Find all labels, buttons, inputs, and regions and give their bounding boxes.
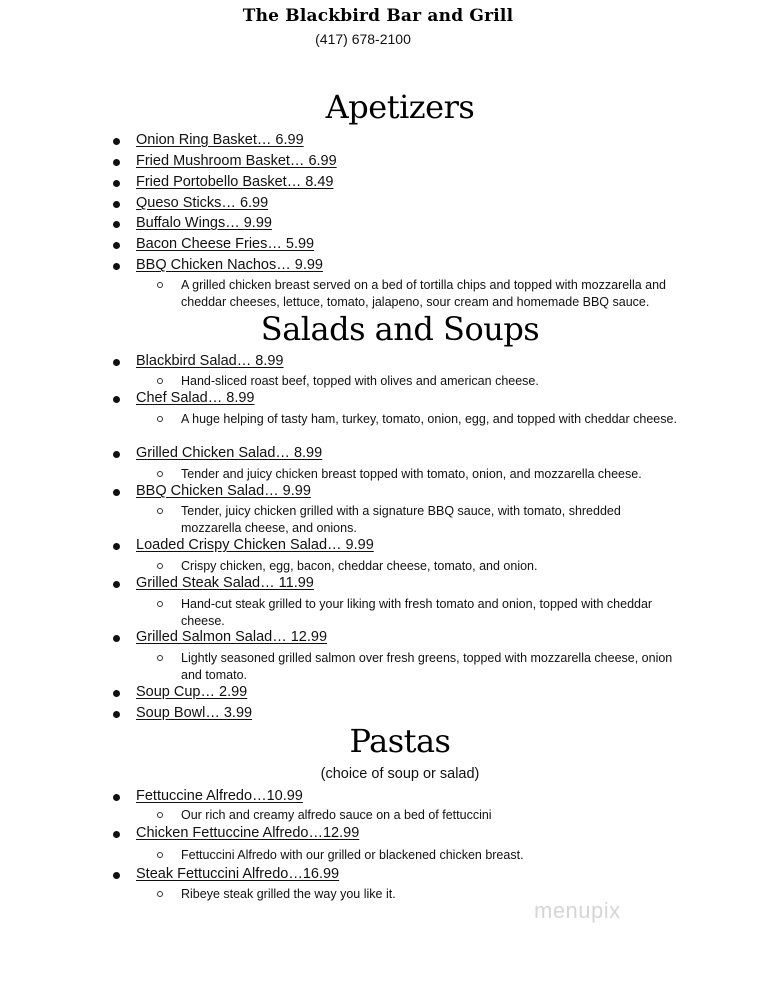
menu-item-label: Grilled Chicken Salad… 8.99 [136, 445, 323, 461]
menu-item-label: Blackbird Salad… 8.99 [136, 353, 284, 369]
section-heading-pastas: Pastas [349, 722, 451, 760]
bullet-icon [113, 872, 120, 879]
bullet-icon [113, 221, 120, 228]
sub-bullet-icon [157, 601, 163, 607]
section-note: (choice of soup or salad) [320, 766, 480, 782]
sub-bullet-icon [157, 378, 163, 384]
menu-item-label: Fried Portobello Basket… 8.49 [136, 174, 334, 190]
sub-bullet-icon [157, 508, 163, 514]
sub-bullet-icon [157, 852, 163, 858]
menu-item-label: Fried Mushroom Basket… 6.99 [136, 153, 337, 169]
menu-item-label: Chicken Fettuccine Alfredo…12.99 [136, 825, 360, 841]
menu-item-label: Buffalo Wings… 9.99 [136, 215, 272, 231]
menu-item-label: Chef Salad… 8.99 [136, 390, 255, 406]
menu-item-label: Steak Fettuccini Alfredo…16.99 [136, 866, 340, 882]
bullet-icon [113, 831, 120, 838]
menu-page: The Blackbird Bar and Grill (417) 678-2100 Apetizers Onion Ring Basket… 6.99 Fried Mushroom Basket… 6.99 Fried Portobello Basket… 8.49 Queso Sticks… 6.99 Buffalo Wings… 9.99 Bacon Cheese Fries… 5.99 BBQ Chicken Nachos… 9.99 A grilled chicken breast served on a bed of tortilla chips and topped with mozzarella and cheddar cheeses, lettuce, tomato, jalapeno, sour cream and homemade BBQ sauce. Salads and Soups Blackbird Salad… 8.99 Hand-sliced roast beef, topped with olives and american cheese. Chef Salad… 8.99 A huge helping of tasty ham, turkey, tomato, onion, egg, and topped with cheddar cheese. Grilled Chicken Salad… 8.99 Tender and juicy chicken breast topped with tomato, onion, and mozzarella cheese. BBQ Chicken Salad… 9.99 Tender, juicy chicken grilled with a signature BBQ sauce, with tomato, shredded mozzarella cheese, and onions. Loaded Crispy Chicken Salad… 9.99 Crispy chicken, egg, bacon, cheddar cheese, tomato, and onion. Grilled Steak Salad… 11.99 Hand-cut steak grilled to your liking with fresh tomato and onion, topped with cheddar cheese. Grilled Salmon Salad… 12.99 Lightly seasoned grilled salmon over fresh greens, topped with mozzarella cheese, onion and tomato. Soup Cup… 2.99 Soup Bowl… 3.99 Pastas (choice of soup or salad) Fettuccine Alfredo…10.99 Our rich and creamy alfredo sauce on a bed of fettuccini Chicken Fettuccine Alfredo…12.99 Fettuccini Alfredo with our grilled or blackened chicken breast. Steak Fettuccini Alfredo…16.99 Ribeye steak grilled the way you like it. menupix [0, 0, 768, 994]
section-heading-apetizers: Apetizers [325, 88, 475, 126]
sub-bullet-icon [157, 416, 163, 422]
bullet-icon [113, 690, 120, 697]
bullet-icon [113, 263, 120, 270]
sub-bullet-icon [157, 471, 163, 477]
sub-bullet-icon [157, 891, 163, 897]
bullet-icon [113, 581, 120, 588]
bullet-icon [113, 201, 120, 208]
menu-item-label: Grilled Steak Salad… 11.99 [136, 575, 314, 591]
menu-item-label: Soup Cup… 2.99 [136, 684, 248, 700]
sub-bullet-icon [157, 282, 163, 288]
bullet-icon [113, 138, 120, 145]
menu-item-label: Bacon Cheese Fries… 5.99 [136, 236, 315, 252]
bullet-icon [113, 711, 120, 718]
menu-item-label: Fettuccine Alfredo…10.99 [136, 788, 303, 804]
restaurant-title: The Blackbird Bar and Grill [242, 6, 514, 26]
sub-bullet-icon [157, 655, 163, 661]
phone-number: (417) 678-2100 [315, 31, 411, 47]
menu-item-label: Grilled Salmon Salad… 12.99 [136, 629, 328, 645]
menu-item-label: Onion Ring Basket… 6.99 [136, 132, 304, 148]
section-heading-salads-soups: Salads and Soups [260, 310, 540, 348]
bullet-icon [113, 794, 120, 801]
bullet-icon [113, 159, 120, 166]
menu-item-label: Queso Sticks… 6.99 [136, 195, 269, 211]
watermark-logo: menupix [534, 898, 621, 923]
bullet-icon [113, 543, 120, 550]
bullet-icon [113, 242, 120, 249]
sub-bullet-icon [157, 563, 163, 569]
bullet-icon [113, 635, 120, 642]
bullet-icon [113, 359, 120, 366]
sub-bullet-icon [157, 812, 163, 818]
menu-item-label: Loaded Crispy Chicken Salad… 9.99 [136, 537, 374, 553]
bullet-icon [113, 180, 120, 187]
bullet-icon [113, 451, 120, 458]
menu-item-label: BBQ Chicken Salad… 9.99 [136, 483, 311, 499]
bullet-icon [113, 489, 120, 496]
menu-item-label: Soup Bowl… 3.99 [136, 705, 253, 721]
bullet-icon [113, 396, 120, 403]
menu-item-label: BBQ Chicken Nachos… 9.99 [136, 257, 323, 273]
